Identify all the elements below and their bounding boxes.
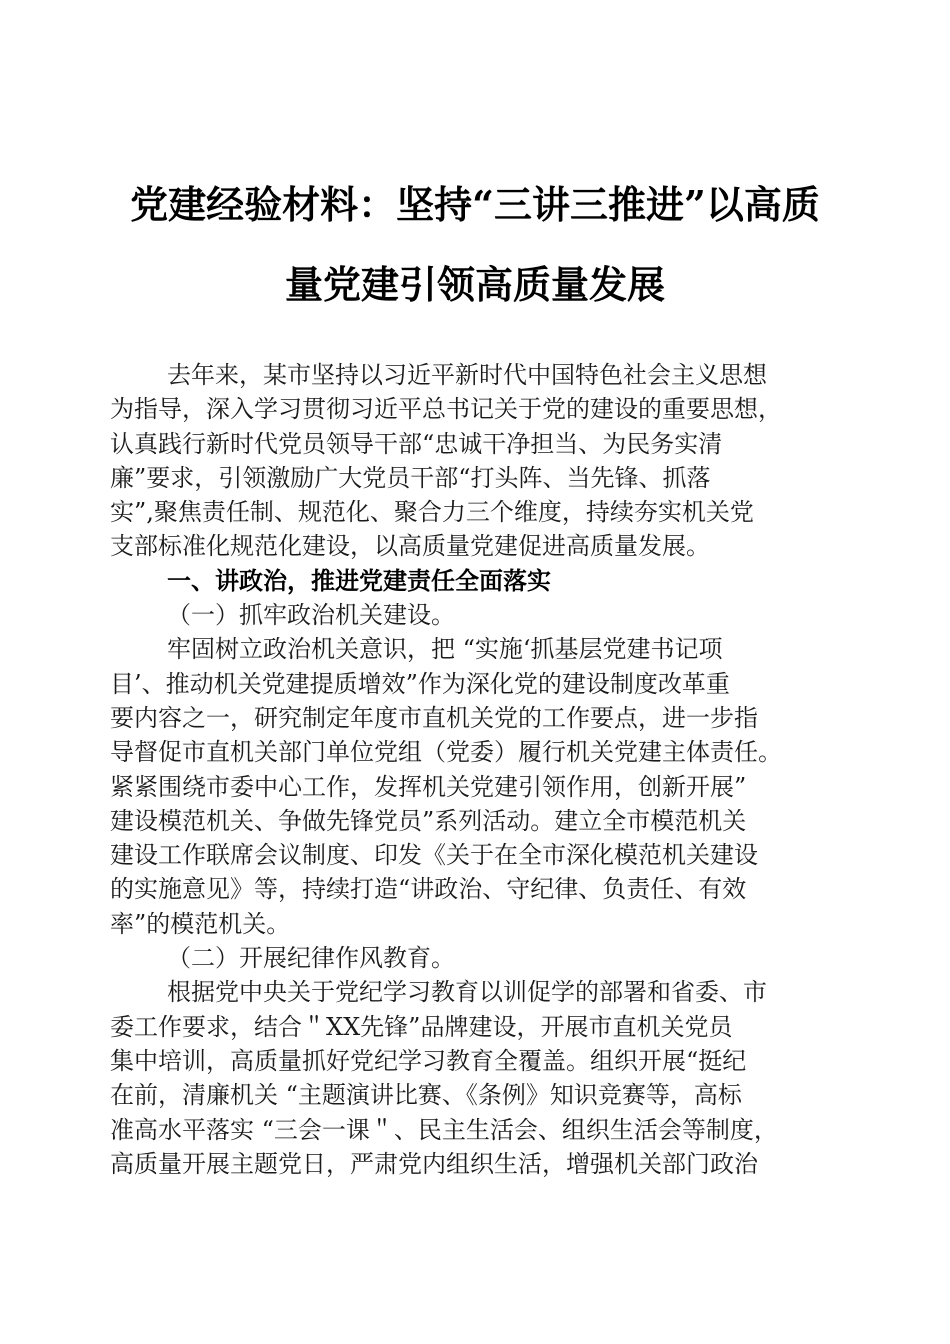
paragraph-line: 牢固树立政治机关意识，把 “实施‘抓基层党建书记项 bbox=[167, 635, 723, 664]
paragraph-line: 集中培训，高质量抓好党纪学习教育全覆盖。组织开展“挺纪 bbox=[110, 1046, 747, 1075]
paragraph-line: 去年来，某市坚持以习近平新时代中国特色社会主义思想 bbox=[167, 361, 767, 389]
paragraph-line: 建设工作联席会议制度、印发《关于在全市深化模范机关建设 bbox=[110, 841, 758, 870]
document-title bbox=[100, 165, 850, 325]
paragraph-line: 率”的模范机关。 bbox=[110, 909, 291, 938]
paragraph-line: 认真践行新时代党员领导干部“忠诚干净担当、为民务实清 bbox=[110, 429, 723, 458]
paragraph-line: 高质量开展主题党日，严肃党内组织生活，增强机关部门政治 bbox=[110, 1149, 758, 1178]
paragraph-line: 准高水平落实 “三会一课＂、民主生活会、组织生活会等制度， bbox=[110, 1115, 778, 1144]
section-heading: 一、讲政治，推进党建责任全面落实 bbox=[167, 566, 551, 595]
paragraph-line: 廉”要求，引领激励广大党员干部“打头阵、当先锋、抓落 bbox=[110, 463, 711, 492]
paragraph-line: 的实施意见》等，持续打造“讲政治、守纪律、负责任、有效 bbox=[110, 875, 747, 904]
paragraph-line: 建设模范机关、争做先锋党员”系列活动。建立全市模范机关 bbox=[110, 806, 747, 835]
subsection-heading: （二）开展纪律作风教育。 bbox=[167, 944, 455, 973]
paragraph-line: 紧紧围绕市委中心工作，发挥机关党建引领作用，创新开展” bbox=[110, 772, 747, 801]
subsection-heading: （一）抓牢政治机关建设。 bbox=[167, 601, 455, 630]
paragraph-line: 为指导，深入学习贯彻习近平总书记关于党的建设的重要思想， bbox=[110, 395, 782, 424]
paragraph-line: 要内容之一，研究制定年度市直机关党的工作要点，进一步指 bbox=[110, 703, 758, 732]
paragraph-line: 在前，清廉机关 “主题演讲比赛、《条例》知识竞赛等，高标 bbox=[110, 1081, 742, 1110]
paragraph-line: 导督促市直机关部门单位党组（党委）履行机关党建主体责任。 bbox=[110, 738, 782, 767]
paragraph-line: 支部标准化规范化建设，以高质量党建促进高质量发展。 bbox=[110, 532, 710, 561]
document-body bbox=[110, 358, 835, 1181]
paragraph-line: 委工作要求，结合＂XX先锋”品牌建设，开展市直机关党员 bbox=[110, 1012, 733, 1041]
title-line: 量党建引领高质量发展 bbox=[284, 262, 665, 307]
paragraph-line: 根据党中央关于党纪学习教育以训促学的部署和省委、市 bbox=[167, 978, 767, 1007]
title-line: 党建经验材料：坚持“三讲三推进”以高质 bbox=[130, 182, 820, 227]
paragraph-line: 目’、推动机关党建提质增效”作为深化党的建设制度改革重 bbox=[110, 669, 730, 698]
paragraph-line: 实”,聚焦责任制、规范化、聚合力三个维度，持续夯实机关党 bbox=[110, 498, 754, 527]
